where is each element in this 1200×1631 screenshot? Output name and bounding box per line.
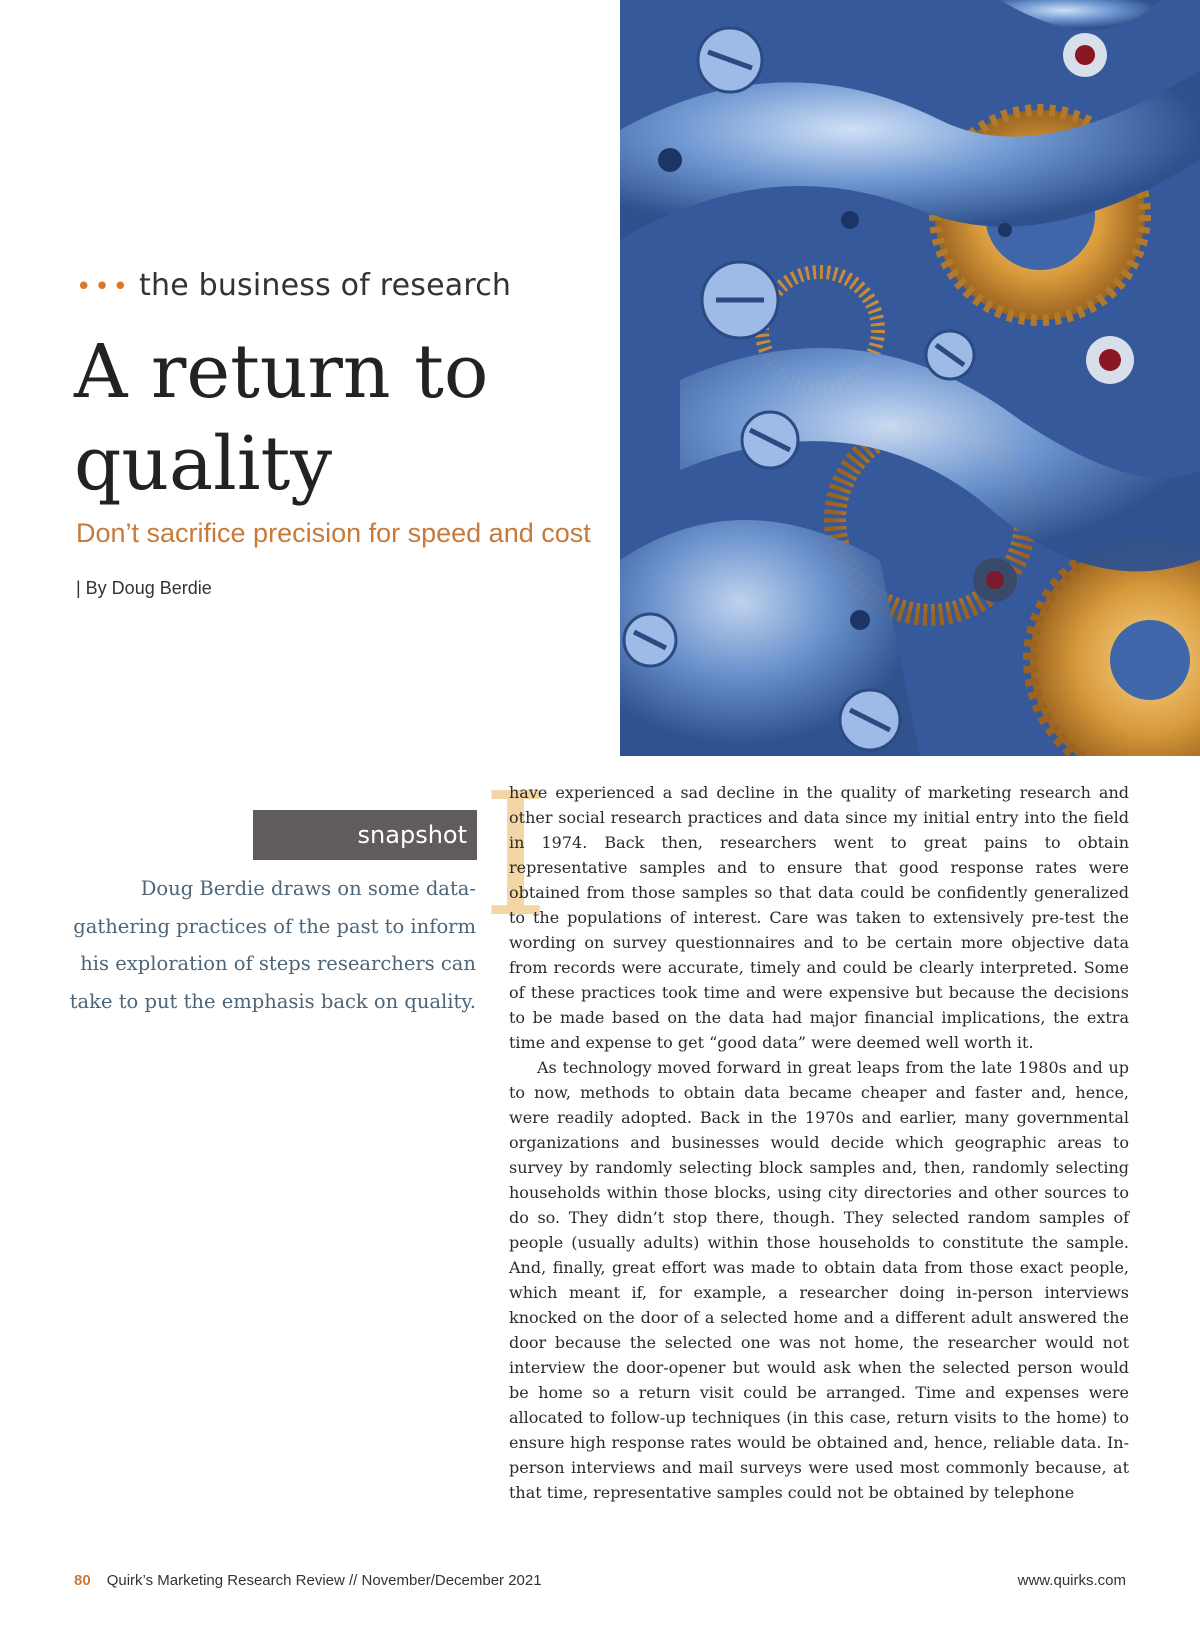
headline: A return to quality [74, 329, 489, 507]
article-body [509, 780, 1129, 1505]
clockwork-gears-icon [620, 0, 1200, 756]
byline: | By Doug Berdie [76, 578, 212, 598]
page-footer [74, 1572, 1126, 1596]
section-tag [76, 268, 511, 303]
article-paragraph: have experienced a sad decline in the quality of marketing research and other social research practices and data since my initial entry into the field in 1974. Back then, researchers went to great pains to obtain representative samples and to ensure that good response rates were obtained from those samples so that data could be confidently generalized to the populations of interest. Care was taken to extensively pre-test the wording on survey questionnaires and to be certain more objective data from records were accurate, timely and could be clearly interpreted. Some of these practices took time and were expensive but because the decisions to be made based on the data had major financial implications, the extra time and expense to get “good data” were deemed well worth it. [509, 783, 1129, 1052]
article-paragraph: As technology moved forward in great leaps from the late 1980s and up to now, methods to obtain data became cheaper and faster and, hence, were readily adopted. Back in the 1970s and earlier, many governmental organizations and businesses would decide which geographic areas to survey by randomly selecting block samples and, then, randomly selecting households within those blocks, using city directories and other sources to do so. They didn’t stop there, though. They selected random samples of people (usually adults) within those households to constitute the sample. And, finally, great effort was made to obtain data from those exact people, which meant if, for example, a researcher doing in-person interviews knocked on the door of a selected home and a different adult answered the door because the selected one was not home, the researcher would not interview the door-opener but would ask when the selected person would be home so a return visit could be arranged. Time and expenses were allocated to follow-up techniques (in this case, return visits to the home) to ensure high response rates would be obtained and, hence, reliable data. In-person interviews and mail surveys were used most commonly because, at that time, representative samples could not be obtained by telephone [509, 1058, 1129, 1502]
hero-image [620, 0, 1200, 756]
website-url[interactable]: www.quirks.com [1017, 1572, 1126, 1589]
section-tag-label: the business of research [139, 268, 512, 303]
publication-name: Quirk’s Marketing Research Review // November/December 2021 [106, 1572, 542, 1589]
snapshot-text: Doug Berdie draws on some data-gathering practices of the past to inform his exploration of steps researchers can take to put the emphasis back on quality. [69, 877, 476, 1013]
drop-cap: I [482, 757, 550, 955]
dek: Don’t sacrifice precision for speed and cost [76, 518, 591, 548]
snapshot-label: snapshot [253, 810, 477, 860]
page-number: 80 [74, 1572, 91, 1589]
section-dots: ••• [76, 272, 132, 302]
